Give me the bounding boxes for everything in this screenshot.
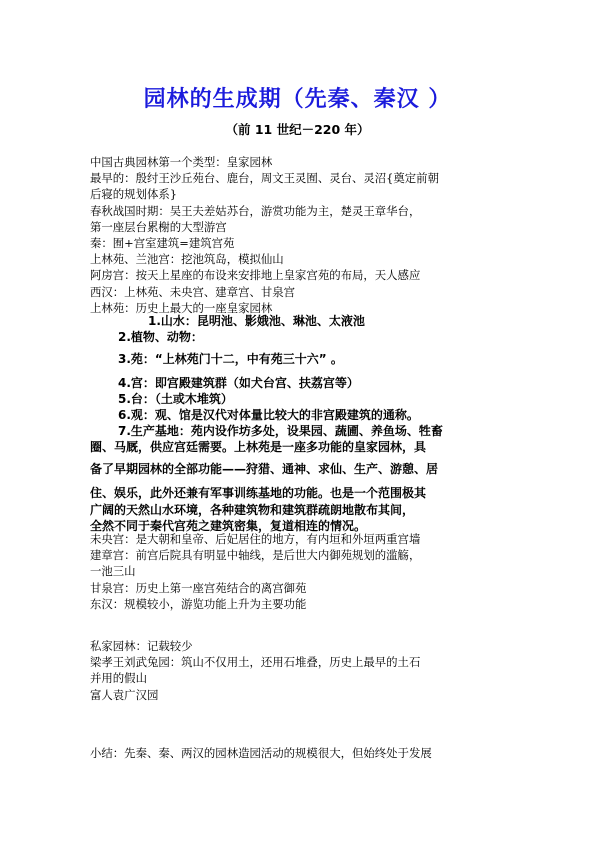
text-line: 上林苑：历史上最大的一座皇家园林 — [90, 300, 273, 315]
shanglin-item-7-line: 住、娱乐，此外还兼有军事训练基地的功能。也是一个范围极其 — [90, 486, 427, 500]
shanglin-item-6: 6.观：观、馆是汉代对体量比较大的非宫殿建筑的通称。 — [118, 408, 419, 422]
private-garden-section — [90, 638, 508, 703]
shanglin-item-7-line: 广阔的天然山水环境，各种建筑物和建筑群疏朗地散布其间， — [90, 503, 415, 517]
text-line: 梁孝王刘武兔园：筑山不仅用土，还用石堆叠，历史上最早的土石 — [90, 655, 421, 670]
shanglin-item-5: 5.台：（土或木堆筑） — [118, 392, 233, 406]
shanglin-item-7-line: 圈、马厩，供应宫廷需要。上林苑是一座多功能的皇家园林，具 — [90, 440, 427, 454]
text-line: 并用的假山 — [90, 671, 147, 686]
text-line: 甘泉宫：历史上第一座宫苑结合的离宫御苑 — [90, 580, 307, 595]
text-line: 建章宫：前宫后院具有明显中轴线，是后世大内御苑规划的滥觞， — [90, 548, 421, 563]
text-line: 第一座层台累榭的大型游宫 — [90, 219, 227, 234]
text-line: 上林苑、兰池宫：挖池筑岛，模拟仙山 — [90, 252, 284, 267]
shanglin-item-4: 4.宫：即宫殿建筑群（如犬台宫、扶荔宫等） — [118, 376, 359, 390]
summary-section — [90, 745, 508, 761]
text-line: 阿房宫：按天上星座的布设来安排地上皇家宫苑的布局，天人感应 — [90, 268, 421, 283]
text-line: 一池三山 — [90, 564, 136, 579]
palace-section — [90, 531, 508, 612]
text-line: 富人袁广汉园 — [90, 687, 159, 702]
text-line: 私家园林：记载较少 — [90, 639, 193, 653]
text-line: 东汉：规模较小，游览功能上升为主要功能 — [90, 596, 307, 611]
shanglin-item-7-line: 全然不同于秦代宫苑之建筑密集，复道相连的情况。 — [90, 519, 367, 533]
text-line: 春秋战国时期：吴王夫差姑苏台，游赏功能为主，楚灵王章华台， — [90, 203, 421, 218]
shanglin-item-7-line: 7.生产基地：苑内设作坊多处，设果园、蔬圃、养鱼场、牲畜 — [118, 424, 443, 438]
shanglin-item-1: 1.山水：昆明池、影娥池、琳池、太液池 — [148, 314, 365, 328]
page-subtitle: （前 11 世纪－220 年） — [225, 122, 370, 137]
text-line: 后寝的规划体系} — [90, 187, 177, 202]
summary-line: 小结：先秦、秦、两汉的园林造园活动的规模很大，但始终处于发展 — [90, 746, 432, 760]
page-title: 园林的生成期（先秦、秦汉 ） — [143, 87, 452, 112]
text-line: 未央宫：是大朝和皇帝、后妃居住的地方，有内垣和外垣两重宫墙 — [90, 532, 421, 546]
intro-section — [90, 154, 508, 316]
text-line: 秦：囿+宫室建筑=建筑宫苑 — [90, 236, 235, 251]
text-line: 西汉：上林苑、未央宫、建章宫、甘泉宫 — [90, 284, 296, 299]
text-line: 最早的：殷纣王沙丘苑台、鹿台，周文王灵囿、灵台、灵沼{奠定前朝 — [90, 171, 439, 186]
shanglin-item-3: 3.苑：“上林苑门十二，中有苑三十六” 。 — [118, 352, 343, 366]
shanglin-item-2: 2.植物、动物： — [118, 330, 203, 344]
text-line: 中国古典园林第一个类型：皇家园林 — [90, 155, 273, 169]
shanglin-item-7-line: 备了早期园林的全部功能——狩猎、通神、求仙、生产、游憩、居 — [90, 462, 439, 476]
